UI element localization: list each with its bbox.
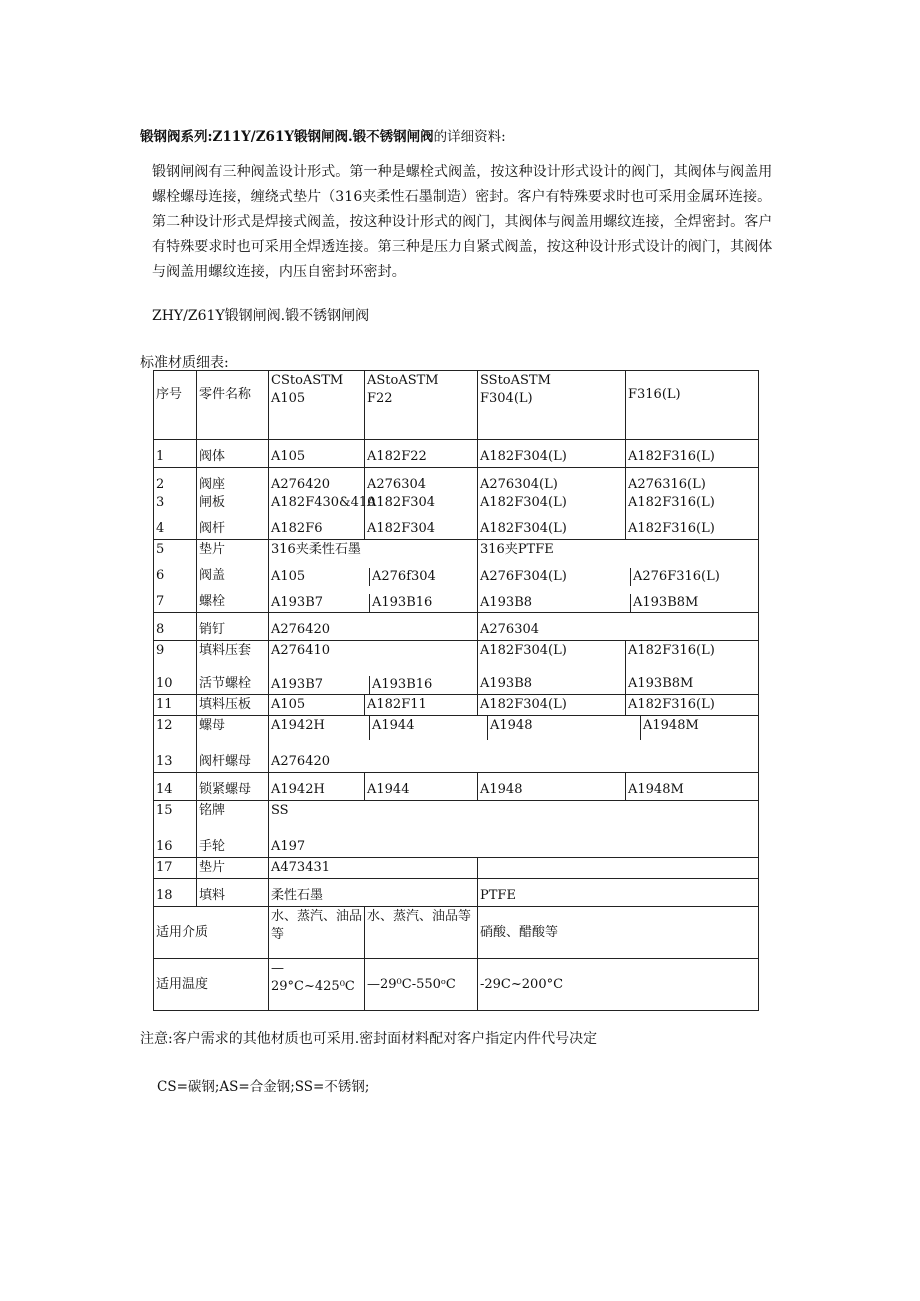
table-row [154, 801, 759, 858]
page-heading [140, 125, 506, 145]
temperature-ss: -29C~200°C [478, 959, 759, 1011]
abbreviation-legend: CS=碳钢;AS=合金钢;SS=不锈钢; [157, 1079, 370, 1095]
row-cs-as: 316夹柔性石墨 A105 A276f304 A193B7 A193B16 [269, 540, 478, 613]
row-as: A1944 [365, 773, 478, 801]
row-part-name: 垫片 阀盖 螺栓 [197, 540, 269, 613]
header-ss304-label: F304(L) [480, 391, 533, 406]
row-no: 9 10 [154, 641, 197, 695]
medium-as: 水、蒸汽、油品等 [365, 907, 478, 959]
row-ss316: A1948M [626, 773, 759, 801]
footnote: 注意:客户需求的其他材质也可采用.密封面材料配对客户指定内件代号决定 [140, 1031, 598, 1047]
medium-label: 适用介质 [154, 907, 269, 959]
header-as-bottom: F22 [367, 391, 393, 406]
table-row [154, 641, 759, 695]
header-no: 序号 [154, 371, 197, 440]
medium-cs: 水、蒸汽、油品等 [269, 907, 365, 959]
row-ss304: A182F304(L) A193B8 [478, 641, 626, 695]
row-no: 2 3 4 [154, 468, 197, 540]
row-cs: A276420 A182F430&410 A182F6 [269, 468, 365, 540]
row-ss: A276304 [478, 613, 759, 641]
row-no: 18 [154, 879, 197, 907]
table-row [154, 468, 759, 540]
table-row [154, 858, 759, 879]
row-ss304: A182F304(L) [478, 440, 626, 468]
header-part-name: 零件名称 [197, 371, 269, 440]
row-materials: SS A197 [269, 801, 759, 858]
row-part-name: 螺母 阀杆螺母 [197, 716, 269, 773]
row-no: 1 [154, 440, 197, 468]
model-line: ZHY/Z61Y锻钢闸阀.锻不锈钢闸阀 [152, 308, 370, 324]
row-as: A182F22 [365, 440, 478, 468]
material-table [153, 370, 759, 1011]
row-no: 11 [154, 695, 197, 716]
header-cs-top: CStoASTM [271, 373, 344, 388]
header-cs [269, 371, 365, 440]
row-no: 5 6 7 [154, 540, 197, 613]
row-ss304: A1948 [478, 773, 626, 801]
header-ss316: F316(L) [626, 371, 759, 440]
table-header-row [154, 371, 759, 440]
row-no: 14 [154, 773, 197, 801]
table-row-medium [154, 907, 759, 959]
table-row [154, 540, 759, 613]
row-part-name: 填料压板 [197, 695, 269, 716]
header-ss304 [478, 371, 626, 440]
heading-bold: 锻钢阀系列:Z11Y/Z61Y锻钢闸阀.锻不锈钢闸阀 [140, 129, 434, 145]
row-cs-as: A473431 [269, 858, 478, 879]
table-row [154, 716, 759, 773]
row-part-name: 填料压套 活节螺栓 [197, 641, 269, 695]
temperature-label: 适用温度 [154, 959, 269, 1011]
table-row [154, 613, 759, 641]
temperature-cs: —29°C~425⁰C [269, 959, 365, 1011]
header-ss-top: SStoASTM [480, 373, 551, 388]
row-ss316: A276316(L) A182F316(L) A182F316(L) [626, 468, 759, 540]
row-cs-as: 柔性石墨 [269, 879, 478, 907]
row-as: A276304 A182F304 A182F304 [365, 468, 478, 540]
table-row-temperature [154, 959, 759, 1011]
row-ss316: A182F316(L) A193B8M [626, 641, 759, 695]
row-ss304: A276304(L) A182F304(L) A182F304(L) [478, 468, 626, 540]
table-row [154, 440, 759, 468]
row-ss304: A182F304(L) [478, 695, 626, 716]
row-no: 8 [154, 613, 197, 641]
header-as [365, 371, 478, 440]
row-materials: A1942H A1944 A1948 A1948M A276420 [269, 716, 759, 773]
row-part-name: 阀体 [197, 440, 269, 468]
row-part-name: 铭牌 手轮 [197, 801, 269, 858]
row-cs: A105 [269, 440, 365, 468]
row-ss [478, 858, 759, 879]
row-ss316: A182F316(L) [626, 695, 759, 716]
intro-paragraph: 锻钢闸阀有三种阀盖设计形式。第一种是螺栓式阀盖，按这种设计形式设计的阀门，其阀体与阀盖用螺栓螺母连接，缠绕式垫片（316夹柔性石墨制造）密封。客户有特殊要求时也可采用金属环连接。第二种设计形式是焊接式阀盖，按这种设计形式的阀门，其阀体与阀盖用螺纹连接，全焊密封。客户有特殊要求时也可采用全焊透连接。第三种是压力自紧式阀盖，按这种设计形式设计的阀门，其阀体与阀盖用螺纹连接，内压自密封环密封。 [152, 164, 773, 280]
row-no: 17 [154, 858, 197, 879]
row-part-name: 垫片 [197, 858, 269, 879]
row-cs: A1942H [269, 773, 365, 801]
header-cs-bottom: A105 [271, 391, 306, 406]
row-part-name: 阀座 闸板 阀杆 [197, 468, 269, 540]
table-row [154, 879, 759, 907]
row-cs-as: A276410 A193B7 A193B16 [269, 641, 478, 695]
row-ss: 316夹PTFE A276F304(L) A276F316(L) A193B8 A193B8M [478, 540, 759, 613]
medium-ss: 硝酸、醋酸等 [478, 907, 759, 959]
temperature-as: —29⁰C-550ᵒC [365, 959, 478, 1011]
heading-tail: 的详细资料: [433, 129, 506, 145]
table-row [154, 695, 759, 716]
row-no: 12 13 [154, 716, 197, 773]
table-caption: 标准材质细表: [140, 355, 229, 371]
row-part-name: 填料 [197, 879, 269, 907]
row-ss316: A182F316(L) [626, 440, 759, 468]
row-cs: A105 [269, 695, 365, 716]
header-as-top: AStoASTM [367, 373, 439, 388]
row-part-name: 锁紧螺母 [197, 773, 269, 801]
row-cs-as: A276420 [269, 613, 478, 641]
row-no: 15 16 [154, 801, 197, 858]
table-row [154, 773, 759, 801]
row-ss: PTFE [478, 879, 759, 907]
row-part-name: 销钉 [197, 613, 269, 641]
row-as: A182F11 [365, 695, 478, 716]
